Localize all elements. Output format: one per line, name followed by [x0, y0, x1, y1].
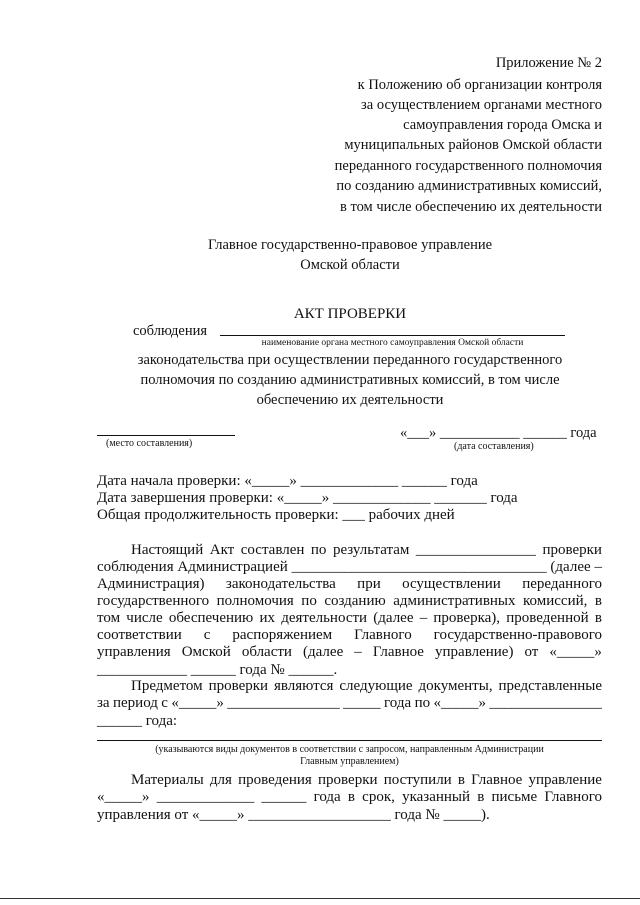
- authority-name-field[interactable]: [220, 335, 565, 336]
- paragraph-line: ______ года:: [97, 713, 178, 729]
- page-edge: [0, 898, 640, 899]
- appendix-line: муниципальных районов Омской области: [344, 137, 602, 153]
- paragraph-line: «_____» _____________ ______ года в срок, указанный в письме Главного: [97, 789, 602, 805]
- appendix-line: к Положению об организации контроля: [357, 77, 602, 93]
- appendix-line: по созданию административных комиссий,: [336, 178, 602, 194]
- start-date[interactable]: Дата начала проверки: «_____» _____________ ______ года: [97, 473, 478, 489]
- paragraph-line: ____________ ______ года № ______.: [97, 662, 338, 678]
- documents-caption: (указываются виды документов в соответствии с запросом, направленным Администрации: [155, 744, 544, 755]
- authority-name-caption: наименование органа местного самоуправления Омской области: [261, 338, 524, 348]
- appendix-line: Приложение № 2: [495, 55, 602, 71]
- document-title: АКТ ПРОВЕРКИ: [293, 306, 407, 322]
- paragraph-line: Настоящий Акт составлен по результатам ________________ проверки: [131, 542, 602, 558]
- authority-name: Главное государственно-правовое управление: [207, 237, 493, 253]
- place-field[interactable]: [97, 435, 235, 436]
- compliance-text-3: обеспечению их деятельности: [256, 392, 444, 408]
- appendix-line: самоуправления города Омска и: [403, 117, 602, 133]
- paragraph-line: управления от «_____» ___________________ года № _____).: [97, 807, 490, 823]
- compliance-text-2: полномочия по созданию административных комиссий, в том числе: [140, 372, 560, 388]
- paragraph-line: за период с «_____» _______________ _____ года по «_____» _______________: [97, 695, 602, 711]
- documents-caption: Главным управлением): [300, 756, 399, 767]
- duration[interactable]: Общая продолжительность проверки: ___ рабочих дней: [97, 507, 455, 523]
- appendix-line: переданного государственного полномочия: [334, 158, 602, 174]
- paragraph-line: том числе обеспечению их деятельности (далее – проверка), проведенной в: [97, 610, 602, 626]
- date-field[interactable]: «___» ___________ ______ года: [400, 425, 597, 441]
- paragraph-line: соблюдения Администрацией __________________________________ (далее –: [97, 559, 602, 575]
- paragraph-line: управления Омской области (далее – Главное управление) от «_____»: [97, 644, 602, 660]
- date-caption: (дата составления): [454, 441, 534, 452]
- appendix-line: в том числе обеспечению их деятельности: [339, 199, 602, 215]
- paragraph-line: Предметом проверки являются следующие документы, представленные: [131, 678, 602, 694]
- paragraph-line: соответствии с распоряжением Главного государственно-правового: [97, 627, 602, 643]
- compliance-label: соблюдения: [133, 323, 208, 339]
- paragraph-line: Материалы для проведения проверки поступили в Главное управление: [131, 772, 602, 788]
- authority-region: Омской области: [300, 257, 400, 273]
- appendix-line: за осуществлением органами местного: [361, 97, 602, 113]
- compliance-text-1: законодательства при осуществлении переданного государственного: [137, 352, 563, 368]
- paragraph-line: государственного полномочия по созданию административных комиссий, в: [97, 593, 602, 609]
- paragraph-line: Администрация) законодательства при осуществлении переданного: [97, 576, 602, 592]
- documents-field[interactable]: [97, 740, 602, 741]
- end-date[interactable]: Дата завершения проверки: «_____» _____________ _______ года: [97, 490, 518, 506]
- place-caption: (место составления): [106, 438, 193, 449]
